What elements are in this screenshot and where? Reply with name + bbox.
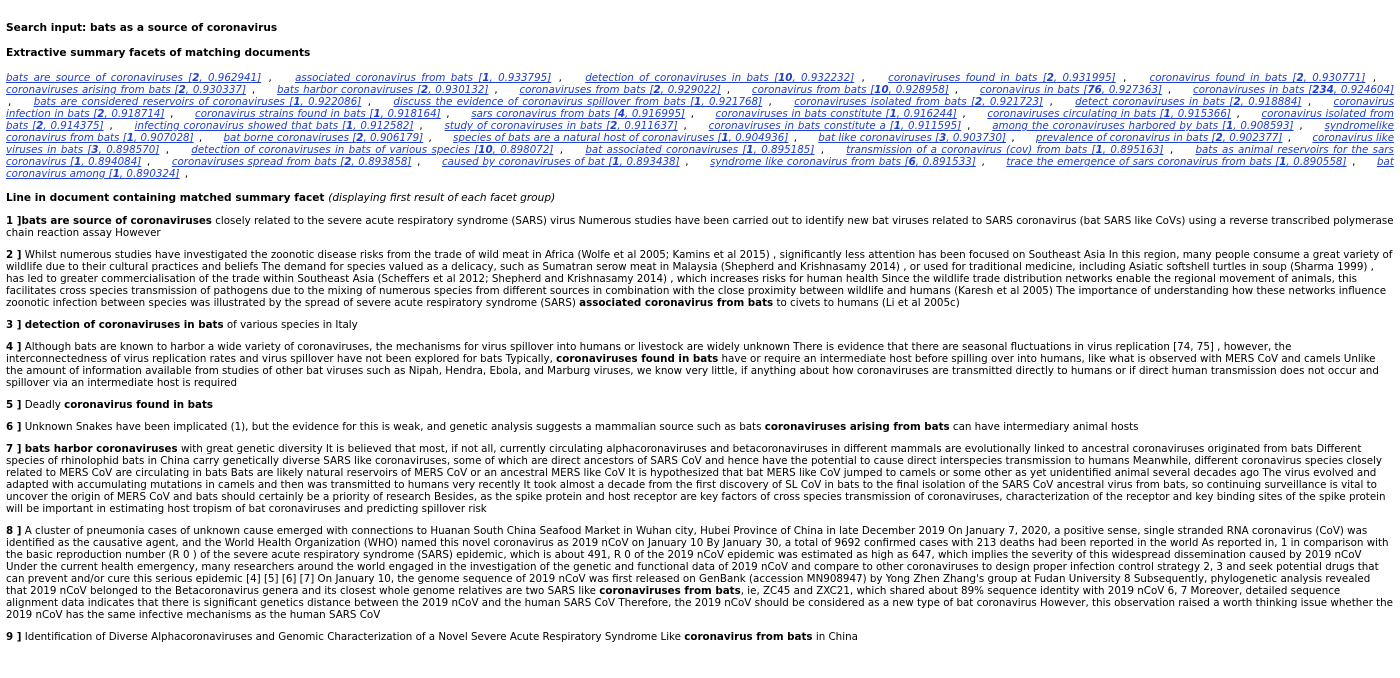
facet-count: 2 [1046, 72, 1054, 84]
matched-facet: coronaviruses found in bats [556, 353, 719, 365]
facet-score: , 0.893858 [351, 156, 408, 168]
matched-facet: coronaviruses from bats [599, 585, 741, 597]
facet-score: , 0.930132 [428, 84, 485, 96]
facet-separator: , [1169, 144, 1174, 156]
facet-score: , 0.891533 [915, 156, 972, 168]
facet-count: 2 [97, 108, 105, 120]
matched-facet: coronavirus found in bats [64, 399, 214, 411]
facet-link[interactable]: coronavirus from bats [10, 0.928958] [751, 84, 949, 96]
facet-count: 1 [694, 96, 702, 108]
facet-separator: , [768, 96, 772, 108]
facet-list [6, 72, 1394, 180]
facet-link[interactable]: bats are considered reservoirs of coronaviruses [1, 0.922086] [33, 96, 362, 108]
facet-link[interactable]: coronavirus strains found in bats [1, 0.918164] [195, 108, 441, 120]
facet-link[interactable]: study of coronaviruses in bats [2, 0.911637] [444, 120, 678, 132]
facet-score: , 0.907028 [133, 132, 190, 144]
facet-separator: , [268, 72, 272, 84]
facet-link[interactable]: bats harbor coronaviruses [2, 0.930132] [277, 84, 489, 96]
facet-count: 2 [610, 120, 618, 132]
facet-separator: , [165, 144, 169, 156]
facet-score: , 0.930337 [185, 84, 242, 96]
facet-separator: , [1011, 132, 1015, 144]
result-number: 1 ] [6, 215, 22, 227]
facet-link[interactable]: syndromelike coronavirus from bats [1, 0.907028] [6, 120, 1395, 144]
result-number: 8 ] [6, 525, 22, 537]
facet-score: , 0.895163 [1102, 144, 1160, 156]
facet-count: 1 [373, 108, 381, 120]
result-number: 2 ] [6, 249, 22, 261]
facet-count: 10 [778, 72, 793, 84]
facet-link[interactable]: coronaviruses in bats [234, 0.924604] [1193, 84, 1395, 96]
facet-score: , 0.931995 [1053, 72, 1112, 84]
facet-count: 1 [721, 132, 729, 144]
facet-link[interactable]: species of bats are a natural host of coronaviruses [1, 0.904936] [453, 132, 789, 144]
facet-separator: , [690, 108, 694, 120]
facet-separator: , [1167, 84, 1172, 96]
facet-score: , 0.922086 [300, 96, 358, 108]
result-number: 4 ] [6, 341, 22, 353]
facet-count: 76 [1087, 84, 1102, 96]
facet-score: , 0.911595 [900, 120, 958, 132]
facet-separator: , [446, 108, 450, 120]
facet-score: , 0.921768 [701, 96, 759, 108]
facet-count: 2 [421, 84, 429, 96]
facet-separator: , [793, 132, 797, 144]
facets-heading: Extractive summary facets of matching documents [6, 47, 311, 59]
facet-separator: , [967, 120, 971, 132]
facet-link[interactable]: coronavirus infection in bats [2, 0.918714] [6, 96, 1394, 120]
facet-count: 2 [1215, 132, 1223, 144]
facet-score: , 0.928958 [888, 84, 945, 96]
facet-separator: , [1236, 108, 1240, 120]
result-text-after: to civets to humans (Li et al 2005c) [773, 297, 960, 309]
facet-score: , 0.908593 [1233, 120, 1290, 132]
facet-separator: , [1307, 96, 1312, 108]
facet-link[interactable]: detect coronaviruses in bats [2, 0.918884] [1075, 96, 1302, 108]
facet-separator: , [1122, 72, 1127, 84]
facet-separator: , [198, 132, 203, 144]
facet-count: 234 [1312, 84, 1334, 96]
result-text-after: of various species in Italy [223, 319, 358, 331]
facet-score: , 0.916244 [896, 108, 953, 120]
facet-count: 1 [893, 120, 901, 132]
facet-link[interactable]: coronaviruses spread from bats [2, 0.893858] [171, 156, 412, 168]
facet-score: , 0.918714 [104, 108, 161, 120]
facet-count: 2 [356, 132, 364, 144]
facet-link[interactable]: coronavirus isolated from bats [2, 0.914375] [6, 108, 1394, 132]
result-line [6, 399, 1394, 411]
facet-count: 1 [1279, 156, 1287, 168]
facet-count: 2 [344, 156, 352, 168]
facet-separator: , [685, 156, 689, 168]
facet-separator: , [1287, 132, 1292, 144]
result-text-before: A cluster of pneumonia cases of unknown cause emerged with connections to Huanan South China Seafood Market in Wuhan city, Hubei Province of China in late December 2019 On January 7, 2020, a positive sense, single stranded RNA coronavirus (CoV) was identified as the causative agent, and the World Health Organization (WHO) named this novel coronavirus as 2019 nCoV on January 10 By January 30, a total of 9692 confirmed cases with 213 deaths had been reported in the world As reported in, 1 in comparison with the basic reproduction number (R 0 ) of the severe acute respiratory syndrome (SARS) epidemic, which is about 491, R 0 of the 2019 nCoV epidemic was estimated as high as 647, which implies the severity of this widespread dissemination caused by 2019 nCoV Under the current health emergency, many researchers around the world engaged in the investigation of the genetic and functional data of 2019 nCoV and compare to other coronaviruses to design proper infection control strategy 2, 3 and seek potential drugs that can prevent and/or cure this serious epidemic [4] [5] [6] [7] On January 10, the genome sequence of 2019 nCoV was first released on GenBank (accession MN908947) by Yong Zhen Zhang's group at Fudan University 8 Subsequently, phylogenetic analysis revealed that 2019 nCoV belonged to the Betacoronavirus genera and its closest whole genome relatives are two SARS like [6, 525, 1389, 597]
facet-score: , 0.914375 [43, 120, 100, 132]
facet-score: , 0.903730 [946, 132, 1003, 144]
matched-facet: coronaviruses arising from bats [764, 421, 950, 433]
facet-link[interactable]: discuss the evidence of coronavirus spillover from bats [1, 0.921768] [393, 96, 763, 108]
facet-score: , 0.890558 [1286, 156, 1343, 168]
facet-link[interactable]: associated coronavirus from bats [1, 0.933795] [295, 72, 552, 84]
facet-count: 4 [617, 108, 626, 120]
facet-score: , 0.890324 [119, 168, 176, 180]
facet-link[interactable]: coronaviruses found in bats [2, 0.931995] [888, 72, 1116, 84]
facet-separator: , [1299, 120, 1303, 132]
facet-link[interactable]: detection of coronaviruses in bats of various species [10, 0.898072] [191, 144, 554, 156]
facet-count: 1 [612, 156, 620, 168]
facet-count: 2 [653, 84, 661, 96]
result-text-after: closely related to the severe acute respiratory syndrome (SARS) virus Numerous studies have been carried out to identify new bat viruses related to SARS coronavirus (bat SARS like CoVs) using a reverse transcribed polymerase chain reaction assay However [6, 215, 1394, 239]
matched-facet: coronavirus from bats [684, 631, 813, 643]
facet-link[interactable]: bat associated coronaviruses [1, 0.895185] [585, 144, 815, 156]
facet-link[interactable]: coronaviruses isolated from bats [2, 0.921723] [794, 96, 1044, 108]
result-text-after: in China [812, 631, 858, 643]
facet-score: , 0.918884 [1240, 96, 1298, 108]
facet-count: 3 [91, 144, 99, 156]
facet-score: , 0.911637 [617, 120, 674, 132]
facet-separator: , [962, 108, 966, 120]
facet-link[interactable]: trace the emergence of sars coronavirus from bats [1, 0.890558] [1006, 156, 1347, 168]
facet-link[interactable]: coronavirus like viruses in bats [3, 0.898570] [6, 132, 1395, 156]
result-number: 9 ] [6, 631, 22, 643]
facet-link[interactable]: caused by coronaviruses of bat [1, 0.893438] [441, 156, 680, 168]
facet-count: 2 [1233, 96, 1241, 108]
result-text-after: can have intermediary animal hosts [949, 421, 1139, 433]
facet-score: , 0.906179 [363, 132, 420, 144]
facet-count: 1 [346, 120, 354, 132]
result-text-before: Whilst numerous studies have investigated the zoonotic disease risks from the trade of wild meat in Africa (Wolfe et al 2005; Kamins et al 2015) , significantly less attention has been focused on Southeast Asia In this region, many people consume a great variety of wildlife due to their cultural practices and beliefs The demand for species valued as a delicacy, such as Sumatran serow meat in Malaysia (Shepherd and Krishnasamy 2014) , or used for traditional medicine, including Asiatic softshell turtles in soup (Sharma 1999) , has led to greater commercialisation of the trade within Southeast Asia (Scheffers et al 2012; Shepherd and Krishnasamy 2014) , which increases risks for human health Since the wildlife trade distribution networks enable the regional movement of animals, this facilitates cross species transmission of pathogens due to the mixing of numerous species from different sources in combination with the close proximity between wildlife and humans (Karesh et al 2005) The importance of understanding how these networks influence zoonotic infection between species was illustrated by the spread of severe acute respiratory syndrome (SARS) [6, 249, 1393, 309]
facet-separator: , [954, 84, 959, 96]
facet-link[interactable]: coronavirus found in bats [2, 0.930771] [1149, 72, 1366, 84]
result-number: 6 ] [6, 421, 22, 433]
facet-count: 10 [874, 84, 889, 96]
facet-separator: , [726, 84, 731, 96]
facet-score: , 0.933795 [489, 72, 548, 84]
facet-score: , 0.915366 [1170, 108, 1227, 120]
facet-score: , 0.902377 [1222, 132, 1279, 144]
result-number: 3 ] [6, 319, 22, 331]
facet-score: , 0.893438 [619, 156, 676, 168]
facet-separator: , [683, 120, 687, 132]
facet-separator: , [981, 156, 985, 168]
facet-score: , 0.898570 [98, 144, 156, 156]
facet-count: 2 [36, 120, 44, 132]
matched-facet: bats harbor coronaviruses [24, 443, 178, 455]
facet-link[interactable]: coronaviruses in bats constitute [1, 0.916244] [715, 108, 957, 120]
facet-count: 1 [112, 168, 120, 180]
facet-link[interactable]: coronavirus in bats [76, 0.927363] [979, 84, 1163, 96]
facet-score: , 0.912582 [353, 120, 410, 132]
facet-link[interactable]: bat coronavirus among [1, 0.890324] [6, 156, 1394, 180]
result-line [6, 215, 1394, 239]
facet-separator: , [417, 156, 421, 168]
result-text-before: Deadly [21, 399, 65, 411]
facet-separator: , [494, 84, 498, 96]
result-list [6, 215, 1394, 643]
facet-separator: , [861, 72, 865, 84]
facet-link[interactable]: coronaviruses circulating in bats [1, 0.915366] [987, 108, 1231, 120]
facet-score: , 0.929022 [660, 84, 717, 96]
facet-score: , 0.894084 [81, 156, 138, 168]
facet-link[interactable]: syndrome like coronavirus from bats [6, 0.891533] [710, 156, 976, 168]
facet-separator: , [109, 120, 113, 132]
facet-separator: , [559, 144, 564, 156]
result-text-after: have or require an intermediate host before spilling over into humans, like what is observed with MERS CoV and camels Unlike the amount of information available from studies of other bat viruses such as Nipah, Hendra, Ebola, and Marburg viruses, we know very little, if anything about how coronaviruses are transmitted directly to humans or if direct human transmission does not occur and spillover via an intermediate host is required [6, 353, 1379, 389]
facet-count: 1 [1095, 144, 1103, 156]
search-input-label: Search input: bats as a source of coronavirus [6, 22, 278, 34]
facet-count: 1 [482, 72, 490, 84]
result-text-after: with great genetic diversity It is believed that most, if not all, currently circulating alphacoronaviruses and betacoronaviruses in different mammals are evolutionally linked to ancestral coronaviruses originated from bats Different species of rhinolophid bats in China carry genetically diverse SARS like coronaviruses, some of which are direct ancestors of SARS CoV and hence have the potential to cause direct interspecies transmission to humans Meanwhile, different coronavirus species closely related to MERS CoV are circulating in bats Bats are likely natural reservoirs of MERS CoV or an ancestral MERS like CoV It is hypothesized that bat MERS like CoV jumped to camels or some other as yet unidentified animal several decades ago The virus evolved and adapted with accumulating mutations in camels and then was transmitted to humans very recently It took almost a decade from the first discovery of SL CoV in bats to the final isolation of the SARS CoV ancestral virus from bats, so continuing surveillance is vital to uncover the origin of MERS CoV and bats should certainly be a priority of research Besides, as the spike protein and host receptor are key factors of cross species transmission of coronaviruses, characterization of the receptor and key binding sites of the spike protein will be important in estimating host tropism of bat coronaviruses and predicting spillover risk [6, 443, 1386, 515]
facet-count: 1 [1226, 120, 1234, 132]
facet-count: 1 [74, 156, 82, 168]
facet-score: , 0.904936 [728, 132, 785, 144]
lines-heading: Line in document containing matched summary facet (displaying first result of each facet group) [6, 192, 556, 204]
facet-link[interactable]: coronaviruses arising from bats [2, 0.930337] [6, 84, 247, 96]
facet-link[interactable]: coronaviruses in bats constitute a [1, 0.911595] [708, 120, 962, 132]
facet-count: 2 [975, 96, 983, 108]
facet-score: , 0.930771 [1303, 72, 1362, 84]
matched-facet: detection of coronaviruses in bats [24, 319, 224, 331]
facet-score: , 0.918164 [380, 108, 437, 120]
facet-link[interactable]: coronaviruses from bats [2, 0.929022] [519, 84, 721, 96]
facet-score: , 0.962941 [199, 72, 258, 84]
matched-facet: bats are source of coronaviruses [21, 215, 212, 227]
facet-separator: , [184, 168, 189, 180]
facet-score: , 0.924604 [1333, 84, 1391, 96]
result-line [6, 319, 1394, 331]
result-number: 5 ] [6, 399, 22, 411]
result-text-before: Unknown Snakes have been implicated (1), but the evidence for this is weak, and genetic analysis suggests a mammalian source such as bats [21, 421, 765, 433]
facet-count: 1 [746, 144, 754, 156]
result-line [6, 443, 1394, 515]
result-line [6, 341, 1394, 389]
facet-count: 2 [192, 72, 200, 84]
facet-link[interactable]: sars coronavirus from bats [4, 0.916995] [471, 108, 686, 120]
facet-link[interactable]: bat like coronaviruses [3, 0.903730] [818, 132, 1007, 144]
facet-separator: , [419, 120, 423, 132]
facet-link[interactable]: bat borne coronaviruses [2, 0.906179] [223, 132, 424, 144]
result-line [6, 631, 1394, 643]
facet-link[interactable]: detection of coronaviruses in bats [10, 0.932232] [585, 72, 855, 84]
result-text-before: Although bats are known to harbor a wide variety of coronaviruses, the mechanisms for virus spillover into humans or livestock are widely unknown There is evidence that there are seasonal fluctuations in virus replication [74, 75] , however, the interconnectedness of virus replication rates and virus spillover have not been explored for bats Typically, [6, 341, 1292, 365]
facet-separator: , [1049, 96, 1053, 108]
result-text-before: Identification of Diverse Alphacoronaviruses and Genomic Characterization of a Novel Severe Acute Respiratory Syndrome Like [21, 631, 685, 643]
facet-count: 1 [293, 96, 301, 108]
facet-count: 1 [1163, 108, 1171, 120]
facet-separator: , [820, 144, 824, 156]
facet-separator: , [428, 132, 432, 144]
facet-count: 10 [478, 144, 493, 156]
facet-separator: , [367, 96, 372, 108]
facet-score: , 0.916995 [625, 108, 682, 120]
facet-link[interactable]: bats are source of coronaviruses [2, 0.962941] [6, 72, 262, 84]
facet-separator: , [8, 96, 12, 108]
result-text-after: , ie, ZC45 and ZXC21, which shared about 89% sequence identity with 2019 nCoV 6, 7 Moreover, detailed sequence alignment data indicates that there is significant genetics distance between the 2019 nCoV and the human SARS CoV Therefore, the 2019 nCoV should be considered as a new type of bat coronavirus However, this observation raised a worth thinking issue whether the 2019 nCoV has the same infective mechanisms as the human SARS CoV [6, 585, 1393, 621]
facet-count: 2 [1296, 72, 1304, 84]
facet-separator: , [1372, 72, 1376, 84]
result-number: 7 ] [6, 443, 22, 455]
facet-score: , 0.895185 [753, 144, 811, 156]
facet-separator: , [1352, 156, 1356, 168]
facet-count: 1 [889, 108, 897, 120]
matched-facet: associated coronavirus from bats [579, 297, 774, 309]
facet-count: 6 [908, 156, 916, 168]
facet-link[interactable]: among the coronaviruses harbored by bats [1, 0.908593] [992, 120, 1294, 132]
facet-link[interactable]: bats as animal reservoirs for the sars coronavirus [1, 0.894084] [6, 144, 1394, 168]
lines-subheading: (displaying first result of each facet group) [328, 192, 556, 204]
facet-score: , 0.921723 [982, 96, 1039, 108]
facet-score: , 0.898072 [492, 144, 550, 156]
facet-link[interactable]: infecting coronavirus showed that bats [1, 0.912582] [134, 120, 414, 132]
facet-score: , 0.927363 [1101, 84, 1159, 96]
facet-count: 2 [178, 84, 186, 96]
result-line [6, 249, 1394, 309]
facet-separator: , [558, 72, 562, 84]
result-line [6, 525, 1394, 621]
facet-link[interactable]: transmission of a coronavirus (cov) from bats [1, 0.895163] [846, 144, 1164, 156]
facet-separator: , [251, 84, 256, 96]
result-line [6, 421, 1394, 433]
facet-separator: , [170, 108, 174, 120]
facet-score: , 0.932232 [792, 72, 851, 84]
facet-count: 3 [939, 132, 947, 144]
facet-count: 1 [126, 132, 134, 144]
facet-link[interactable]: prevalence of coronavirus in bats [2, 0.902377] [1035, 132, 1283, 144]
facet-separator: , [146, 156, 151, 168]
